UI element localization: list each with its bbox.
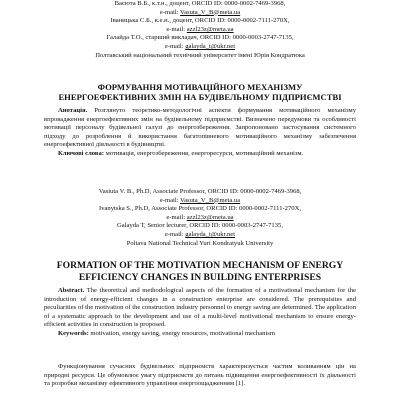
keywords-text: motivation, energy saving, energy resources, motivational mechanism [88,329,275,337]
author-email-line [0,214,400,223]
university-name: Полтавський національний технічний університет імені Юрія Кондратюка [95,51,305,59]
author-email-line [0,231,400,240]
abstract-label: Abstract. [58,287,85,294]
paper-title-ua [0,82,400,103]
keywords-label: Ключові слова: [58,149,104,157]
abstract-text: Розглянуто теоретико-методологічні аспекти формування мотиваційного механізму впровадження енергоефективних змін на будівельному підприємстві. Визначено передумови та особливості мотивації персоналу будівельної галузі до енергозбереження. Запропоновано застосування системного підходу до розроблення й використання багатопівневого мотиваційного механізму забезпечення енергоефективної діяльності в будівництві. [44,107,356,149]
author-email-line [0,197,400,206]
abstract-paragraph [44,287,356,330]
author-email-link[interactable]: azzl23z@meta.ua [186,213,234,221]
author-line: Галайда Т.О., старший викладач, ORCID ID: 0000-0003-2747-7135, [106,34,294,42]
paper-title-en [0,260,400,283]
author-email-link[interactable]: azzl23z@meta.ua [186,25,234,33]
keywords-paragraph [44,330,356,339]
email-prefix: e-mail: [159,8,181,16]
email-prefix: e-mail: [164,42,186,50]
keywords-text: мотивація, енергозбереження, енергоресурси, мотиваційний механізм. [103,149,304,157]
author-email-link[interactable]: galayda_t@ukr.net [185,230,236,238]
abstract-label: Анотація. [58,107,88,114]
author-line: Ivanytska S., Ph.D, Associate Professor, ORCID ID: 0000-0002-7111-270X, [99,205,301,213]
email-prefix: e-mail: [159,196,181,204]
introduction-block [0,363,400,389]
author-email-link[interactable]: galayda_t@ukr.net [185,42,236,50]
author-email-link[interactable]: Vasuta_V_B@meta.ua [180,8,241,16]
university-name: Poltava National Technical Yuri Kondratyuk University [126,239,274,247]
keywords-label: Keywords: [58,329,89,337]
abstract-block-ua [0,107,400,159]
author-email-line [0,9,400,18]
authors-block-ua [0,0,400,60]
email-prefix: e-mail: [166,213,187,221]
title-line: ЕНЕРГОЕФЕКТИВНИХ ЗМІН НА БУДІВЕЛЬНОМУ ПІДПРИЄМСТВІ [58,92,342,103]
author-email-line [0,43,400,52]
title-line: ФОРМУВАННЯ МОТИВАЦІЙНОГО МЕХАНІЗМУ [97,82,303,92]
abstract-block-en [0,287,400,339]
author-email-link[interactable]: Vasuta_V_B@meta.ua [180,196,241,204]
author-line: Vasiuta V. B., Ph.D, Associate Professor, ORCID ID: 0000-0002-7469-3968, [98,188,302,195]
title-line: EFFICIENCY CHANGES IN BUILDING ENTERPRISES [78,271,322,283]
author-line: Іваницька С.Б., к.е.н., доцент, ORCID ID: 0000-0002-7111-270X, [110,17,290,25]
author-line: Galayda T, Senior lecturer, ORCID ID: 0000-0003-2747-7135, [117,222,283,230]
authors-block-en [0,188,400,248]
title-line: FORMATION OF THE MOTIVATION MECHANISM OF ENERGY [56,260,344,271]
author-line: Васюта В.Б., к.т.н., доцент, ORCID ID: 0000-0002-7469-3968, [114,0,286,7]
abstract-text: The theoretical and methodological aspects of the formation of a motivational mechanism for the introduction of energy-efficient changes in a construction enterprise are considered. The prerequisites and peculiarities of the motivation of the construction industry personnel to energy saving are determined. The application of a systematic approach to the development and use of a multi-level motivational mechanism to ensure energy-efficient activities in construction is proposed. [44,287,356,329]
email-prefix: e-mail: [166,25,187,33]
email-prefix: e-mail: [164,230,186,238]
author-email-line [0,26,400,35]
body-paragraph: Функціонування сучасних будівельних підприємств характеризується частим коливанням цін на природні ресурси. Це обумовлює увагу підприємств до питань підвищення енергоефективності їх діяльності та розробки механізму ефективного управління енергоощадженням [1]. [44,363,356,388]
keywords-paragraph [44,150,356,159]
abstract-paragraph [44,107,356,150]
